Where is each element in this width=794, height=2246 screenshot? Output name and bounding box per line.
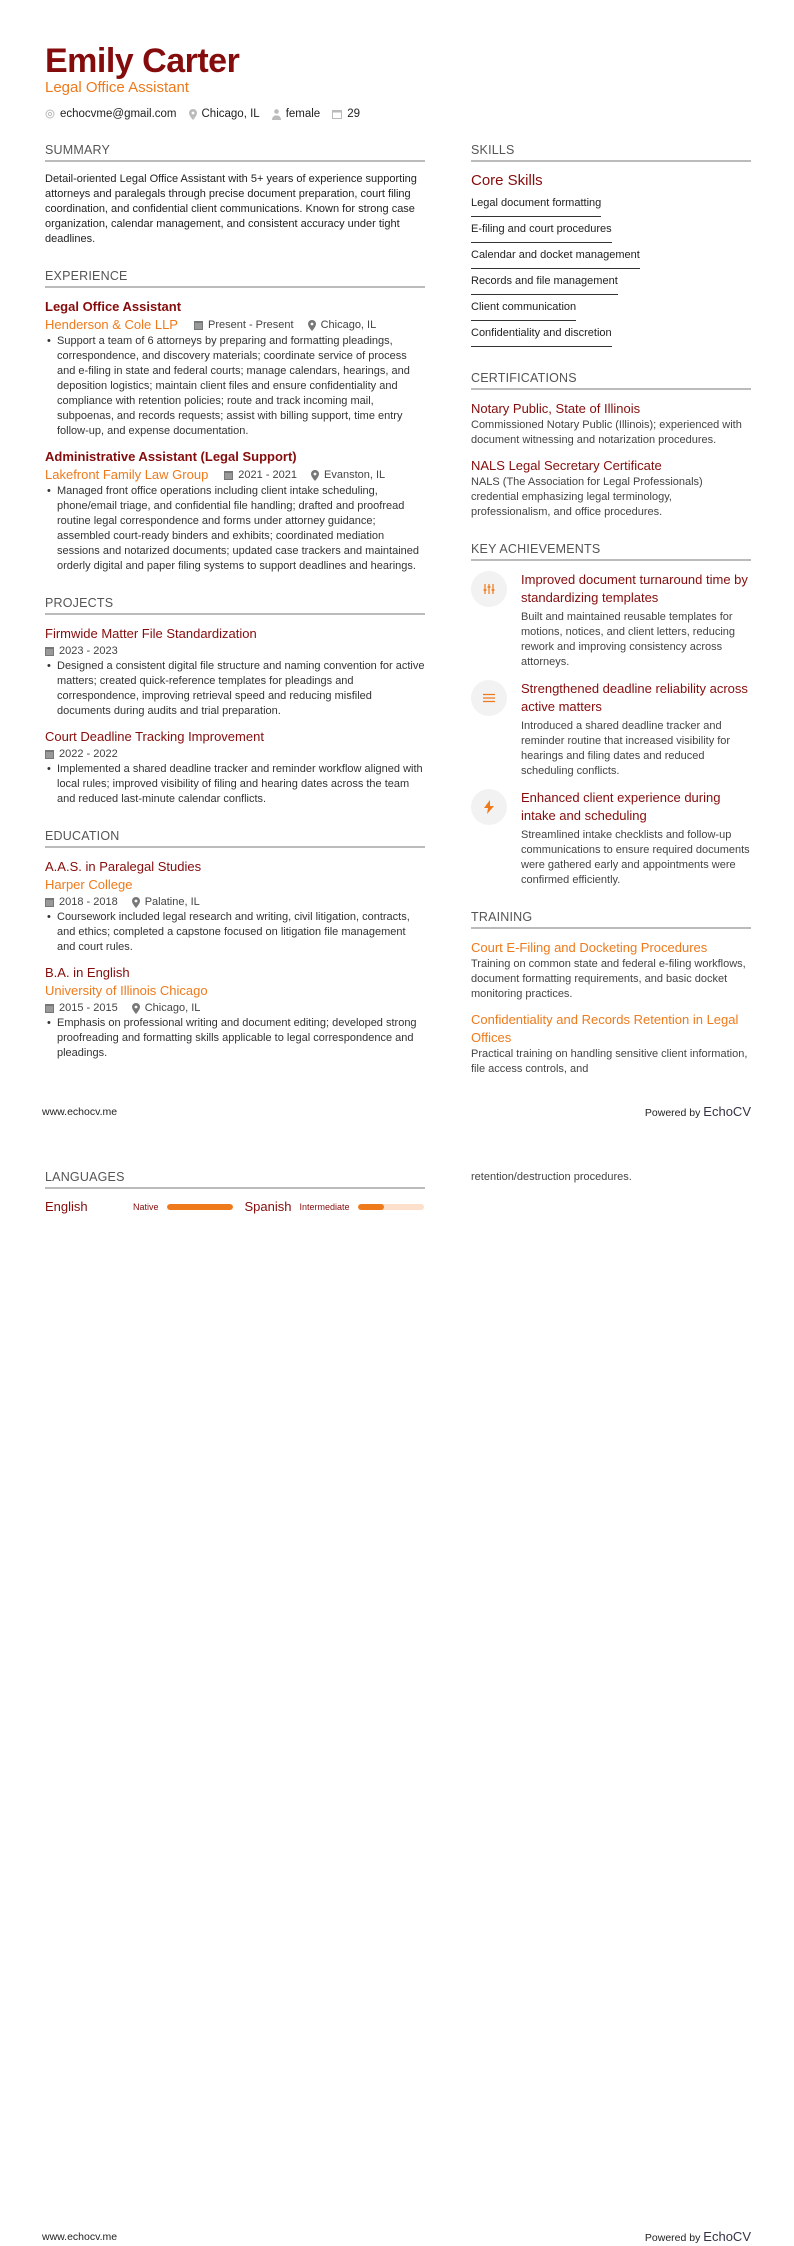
summary-text: Detail-oriented Legal Office Assistant with 5+ years of experience supporting attorneys and paralegals through precise document preparation, court filing coordination, and confidential client communications. Known for strong case organization, calendar management, and consistent accuracy under tight deadlines.: [45, 173, 417, 245]
school: Harper College: [45, 877, 133, 892]
certification-title: Notary Public, State of Illinois: [471, 401, 641, 416]
sliders-icon: [471, 571, 507, 607]
degree: A.A.S. in Paralegal Studies: [45, 859, 202, 874]
footer-site-link[interactable]: www.echocv.me: [42, 2230, 118, 2243]
certification-desc: Commissioned Notary Public (Illinois); experienced with document witnessing and notarization procedures.: [471, 419, 742, 446]
calendar-icon: [194, 320, 203, 330]
calendar-icon: [45, 646, 54, 656]
education-dates: 2018 - 2018: [59, 896, 118, 908]
achievement-desc: Introduced a shared deadline tracker and reminder routine that increased visibility for hearings and filing dates and reduced scheduling conflicts.: [521, 720, 731, 777]
training-title: Court E-Filing and Docketing Procedures: [471, 940, 708, 955]
project-item: [45, 728, 425, 807]
contact-gender: female: [285, 108, 321, 120]
candidate-title: Legal Office Assistant: [45, 79, 189, 96]
left-column: [45, 143, 425, 1083]
location-pin-icon: [132, 897, 140, 908]
language-name: English: [45, 1199, 88, 1214]
skill-item: Confidentiality and discretion: [471, 324, 612, 347]
at-icon: [45, 109, 55, 119]
location-pin-icon: [311, 470, 319, 481]
education-location: Palatine, IL: [144, 896, 200, 908]
achievement-item: [471, 789, 751, 888]
school: University of Illinois Chicago: [45, 983, 208, 998]
language-name: Spanish: [244, 1199, 292, 1214]
training-item: [471, 939, 751, 1002]
calendar-icon: [332, 109, 342, 119]
certification-item: [471, 457, 751, 520]
experience-item: [45, 448, 425, 574]
education-section: [45, 829, 425, 1061]
achievement-item: [471, 571, 751, 670]
project-title: Firmwide Matter File Standardization: [45, 626, 257, 641]
project-dates: 2023 - 2023: [59, 645, 118, 657]
training-desc-continued: retention/destruction procedures.: [471, 1171, 632, 1183]
language-bar-fill: [358, 1204, 384, 1210]
achievement-title: Improved document turnaround time by standardizing templates: [521, 572, 748, 605]
contact-row: [45, 108, 360, 120]
location-pin-icon: [189, 109, 197, 120]
job-dates: 2021 - 2021: [238, 469, 298, 481]
training-title: Confidentiality and Records Retention in Legal Offices: [471, 1012, 739, 1045]
skill-item: E-filing and court procedures: [471, 220, 612, 243]
education-item: [45, 964, 425, 1061]
footer-brand[interactable]: EchoCV: [703, 2229, 751, 2244]
job-bullet: • Support a team of 6 attorneys by preparing and formatting pleadings, correspondence, and discovery materials; coordinate service of process and e-filing in state and federal courts; manage calendars, hearings, and deposition logistics; maintain client files and ensure confidentiality and compliance with retention policies; route and track incoming mail, subpoenas, and records requests; assist with billing support, time entry follow-up, and expense documentation.: [45, 334, 425, 439]
right-column: [471, 143, 751, 1099]
certification-item: [471, 400, 751, 448]
language-bar: [167, 1204, 233, 1210]
company: Henderson & Cole LLP: [45, 317, 178, 332]
footer-site-link[interactable]: www.echocv.me: [42, 1105, 118, 1118]
calendar-icon: [45, 1003, 54, 1013]
location-pin-icon: [132, 1003, 140, 1014]
summary-section: [45, 143, 425, 247]
skill-item: Legal document formatting: [471, 194, 601, 217]
company: Lakefront Family Law Group: [45, 467, 209, 482]
language-level: Intermediate: [299, 1201, 350, 1212]
bolt-icon: [471, 789, 507, 825]
candidate-name: Emily Carter: [45, 42, 240, 80]
job-location: Evanston, IL: [324, 469, 386, 481]
left-column: [45, 1170, 425, 1236]
achievement-desc: Built and maintained reusable templates for motions, notices, and client letters, reducing rework and improving consistency across attorneys.: [521, 611, 736, 668]
certification-desc: NALS (The Association for Legal Professionals) credential emphasizing legal terminology, professionalism, and office procedures.: [471, 476, 703, 518]
section-heading: KEY ACHIEVEMENTS: [471, 542, 751, 561]
person-icon: [272, 109, 281, 120]
footer-powered: Powered by: [644, 1107, 701, 1119]
section-heading: EDUCATION: [45, 829, 425, 848]
calendar-icon: [45, 897, 54, 907]
location-pin-icon: [308, 320, 316, 331]
language-bar-fill: [167, 1204, 233, 1210]
degree: B.A. in English: [45, 965, 130, 980]
achievements-section: [471, 542, 751, 888]
contact-email[interactable]: echocvme@gmail.com: [60, 108, 177, 120]
calendar-icon: [45, 749, 54, 759]
section-heading: CERTIFICATIONS: [471, 371, 751, 390]
footer-powered: Powered by: [644, 2232, 701, 2244]
list-icon: [471, 680, 507, 716]
section-heading: SUMMARY: [45, 143, 425, 162]
education-bullet: • Emphasis on professional writing and document editing; developed strong proofreading and formatting skills applicable to legal correspondence and pleadings.: [45, 1016, 425, 1061]
page-footer: [42, 2229, 751, 2244]
contact-location: Chicago, IL: [201, 108, 260, 120]
job-title: Administrative Assistant (Legal Support): [45, 449, 297, 464]
page-footer: [42, 1104, 751, 1119]
experience-section: [45, 269, 425, 574]
job-location: Chicago, IL: [320, 319, 377, 331]
training-desc: Practical training on handling sensitive client information, file access controls, and: [471, 1048, 748, 1075]
languages-row: [45, 1199, 425, 1214]
education-item: [45, 858, 425, 955]
experience-item: [45, 298, 425, 439]
project-item: [45, 625, 425, 719]
section-heading: SKILLS: [471, 143, 751, 162]
section-heading: PROJECTS: [45, 596, 425, 615]
skill-group-title: Core Skills: [471, 172, 543, 189]
projects-section: [45, 596, 425, 807]
job-dates: Present - Present: [207, 319, 294, 331]
calendar-icon: [224, 470, 233, 480]
right-column: [471, 1170, 751, 1185]
training-item: [471, 1011, 751, 1077]
job-bullet: • Managed front office operations including client intake scheduling, phone/email triage, and confidential file handling; drafted and proofread routine legal correspondence and forms under attorney guidance; assembled court-ready binders and exhibits; coordinated mediation sessions and notarized documents; updated case trackers and maintained orderly digital and paper filing systems to support deadlines and hearings.: [45, 484, 425, 574]
skill-item: Records and file management: [471, 272, 618, 295]
job-title: Legal Office Assistant: [45, 299, 182, 314]
education-location: Chicago, IL: [144, 1002, 201, 1014]
project-bullet: • Designed a consistent digital file structure and naming convention for active matters; created quick-reference templates for pleadings and correspondence, improving retrieval speed and reducing misfiled documents during audits and trial preparation.: [45, 659, 425, 719]
page-2: [0, 1123, 794, 2246]
certifications-section: [471, 371, 751, 520]
achievement-title: Enhanced client experience during intake and scheduling: [521, 790, 721, 823]
training-desc: Training on common state and federal e-filing workflows, document formatting requirements, and basic docket monitoring practices.: [471, 958, 746, 1000]
skill-item: Calendar and docket management: [471, 246, 640, 269]
section-heading: TRAINING: [471, 910, 751, 929]
section-heading: LANGUAGES: [45, 1170, 425, 1189]
skills-section: [471, 143, 751, 349]
language-bar: [358, 1204, 424, 1210]
training-section: [471, 910, 751, 1077]
achievement-item: [471, 680, 751, 779]
education-bullet: • Coursework included legal research and writing, civil litigation, contracts, and ethics; completed a capstone focused on litigation file management and court rules.: [45, 910, 425, 955]
section-heading: EXPERIENCE: [45, 269, 425, 288]
footer-brand[interactable]: EchoCV: [703, 1104, 751, 1119]
contact-age: 29: [347, 108, 361, 120]
achievement-desc: Streamlined intake checklists and follow-up communications to ensure required documents were gathered early and appointments were confirmed efficiently.: [521, 829, 750, 886]
skill-item: Client communication: [471, 298, 576, 321]
project-bullet: • Implemented a shared deadline tracker and reminder workflow aligned with local rules; improved visibility of filing and hearing dates across the team and reduced last-minute calendar conflicts.: [45, 762, 425, 807]
languages-section: [45, 1170, 425, 1214]
achievement-title: Strengthened deadline reliability across active matters: [521, 681, 748, 714]
education-dates: 2015 - 2015: [59, 1002, 118, 1014]
certification-title: NALS Legal Secretary Certificate: [471, 458, 662, 473]
language-level: Native: [133, 1201, 159, 1212]
project-title: Court Deadline Tracking Improvement: [45, 729, 264, 744]
project-dates: 2022 - 2022: [59, 748, 118, 760]
